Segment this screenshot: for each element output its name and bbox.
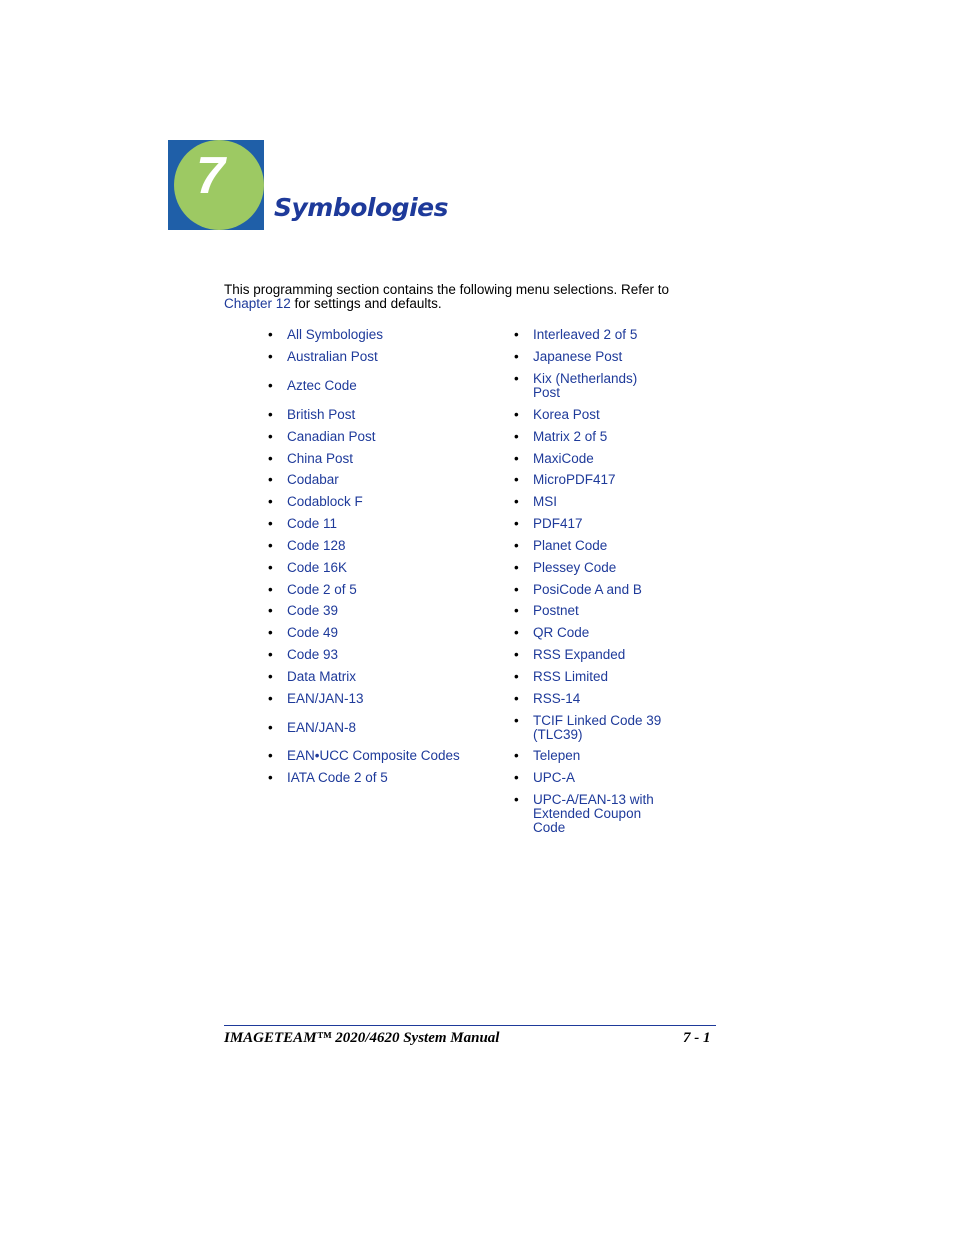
- list-item-label: Codabar: [287, 472, 339, 487]
- bullet-icon: •: [514, 472, 519, 487]
- bullet-icon: •: [514, 603, 519, 618]
- bullet-icon: •: [514, 407, 519, 422]
- bullet-icon: •: [514, 770, 519, 785]
- intro-text: This programming section contains the following menu selections. Refer to: [224, 282, 669, 297]
- list-item-label: Plessey Code: [533, 560, 617, 575]
- list-item-label: Planet Code: [533, 538, 608, 553]
- list-item-label: British Post: [287, 407, 356, 422]
- list-item-label: Telepen: [533, 748, 581, 763]
- bullet-icon: •: [268, 494, 273, 509]
- list-item-label: EAN/JAN-13: [287, 691, 364, 706]
- bullet-icon: •: [514, 371, 519, 386]
- chapter-number: 7: [196, 147, 225, 205]
- bullet-icon: •: [514, 429, 519, 444]
- bullet-icon: •: [514, 582, 519, 597]
- chapter-title: Symbologies: [274, 193, 448, 222]
- bullet-icon: •: [514, 516, 519, 531]
- list-item-label: Korea Post: [533, 407, 600, 422]
- list-item-label: All Symbologies: [287, 327, 384, 342]
- footer-page-number: 7 - 1: [683, 1030, 711, 1046]
- bullet-icon: •: [268, 603, 273, 618]
- intro-paragraph: [224, 283, 704, 311]
- bullet-icon: •: [514, 327, 519, 342]
- list-item-label: Code 93: [287, 647, 339, 662]
- bullet-icon: •: [268, 327, 273, 342]
- list-item-label: Australian Post: [287, 349, 378, 364]
- list-item-label: QR Code: [533, 625, 590, 640]
- bullet-icon: •: [268, 582, 273, 597]
- bullet-icon: •: [268, 349, 273, 364]
- bullet-icon: •: [268, 647, 273, 662]
- list-item-label: Aztec Code: [287, 378, 357, 393]
- bullet-icon: •: [514, 713, 519, 728]
- footer-rule: [224, 1025, 716, 1026]
- list-item-label: Code 128: [287, 538, 346, 553]
- list-item-label: Postnet: [533, 603, 579, 618]
- list-item-label: EAN/JAN-8: [287, 720, 357, 735]
- list-item-label: UPC-A: [533, 770, 576, 785]
- list-item-label: Matrix 2 of 5: [533, 429, 608, 444]
- list-item-label: MaxiCode: [533, 451, 594, 466]
- chapter-12-link[interactable]: Chapter 12: [224, 296, 291, 311]
- bullet-icon: •: [514, 625, 519, 640]
- bullet-icon: •: [268, 451, 273, 466]
- bullet-icon: •: [268, 429, 273, 444]
- bullet-icon: •: [514, 748, 519, 763]
- bullet-icon: •: [514, 560, 519, 575]
- bullet-icon: •: [268, 407, 273, 422]
- list-item-label: Interleaved 2 of 5: [533, 327, 638, 342]
- list-item-label: TCIF Linked Code 39 (TLC39): [533, 713, 662, 742]
- list-item-label: MicroPDF417: [533, 472, 616, 487]
- list-item-label: Codablock F: [287, 494, 363, 509]
- list-item-label: Code 49: [287, 625, 339, 640]
- bullet-icon: •: [268, 516, 273, 531]
- list-item-label: EAN•UCC Composite Codes: [287, 748, 460, 763]
- list-item-label: Data Matrix: [287, 669, 357, 684]
- intro-text-end: for settings and defaults.: [290, 296, 442, 311]
- chapter-badge: [168, 140, 264, 230]
- list-item-label: IATA Code 2 of 5: [287, 770, 388, 785]
- bullet-icon: •: [268, 748, 273, 763]
- list-item-label: Canadian Post: [287, 429, 376, 444]
- bullet-icon: •: [268, 538, 273, 553]
- list-item-label: Japanese Post: [533, 349, 623, 364]
- list-item-label: UPC-A/EAN-13 with Extended Coupon Code: [533, 792, 654, 835]
- list-item-label: Code 39: [287, 603, 339, 618]
- bullet-icon: •: [514, 669, 519, 684]
- list-item-label: RSS Limited: [533, 669, 609, 684]
- bullet-icon: •: [514, 349, 519, 364]
- bullet-icon: •: [268, 770, 273, 785]
- bullet-icon: •: [268, 669, 273, 684]
- list-item-label: RSS-14: [533, 691, 581, 706]
- list-item-label: PosiCode A and B: [533, 582, 642, 597]
- bullet-icon: •: [514, 451, 519, 466]
- footer-manual-title: IMAGETEAM™ 2020/4620 System Manual: [224, 1030, 500, 1046]
- list-item-label: Kix (Netherlands) Post: [533, 371, 638, 400]
- bullet-icon: •: [514, 792, 519, 807]
- list-item-label: MSI: [533, 494, 558, 509]
- list-item-label: China Post: [287, 451, 354, 466]
- list-item-label: PDF417: [533, 516, 583, 531]
- bullet-icon: •: [268, 472, 273, 487]
- bullet-icon: •: [514, 538, 519, 553]
- list-item-label: Code 2 of 5: [287, 582, 357, 597]
- bullet-icon: •: [514, 691, 519, 706]
- bullet-icon: •: [514, 647, 519, 662]
- bullet-icon: •: [268, 560, 273, 575]
- bullet-icon: •: [268, 625, 273, 640]
- list-item-label: Code 16K: [287, 560, 348, 575]
- list-item-label: RSS Expanded: [533, 647, 626, 662]
- bullet-icon: •: [514, 494, 519, 509]
- list-item-label: Code 11: [287, 516, 338, 531]
- bullet-icon: •: [268, 720, 273, 735]
- bullet-icon: •: [268, 691, 273, 706]
- bullet-icon: •: [268, 378, 273, 393]
